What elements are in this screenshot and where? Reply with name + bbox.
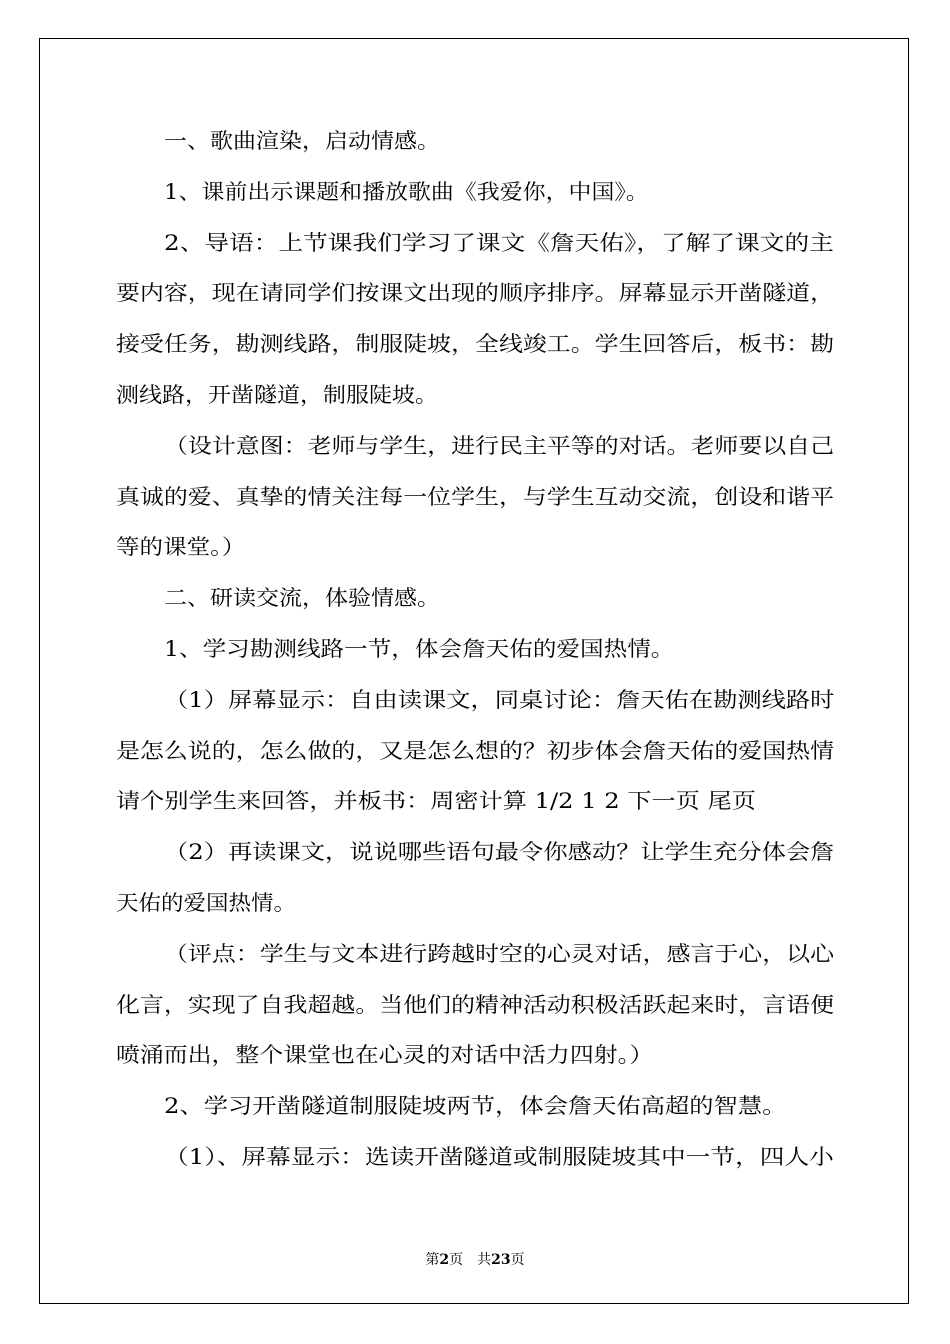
text-line: 真诚的爱、真挚的情关注每一位学生，与学生互动交流，创设和谐平 bbox=[116, 485, 835, 509]
footer-mid: 页 共 bbox=[449, 1252, 492, 1268]
total-page-count: 23 bbox=[491, 1252, 511, 1268]
text-line: 接受任务，勘测线路，制服陡坡，全线竣工。学生回答后，板书：勘 bbox=[116, 332, 835, 356]
text-line: （1）屏幕显示：自由读课文，同桌讨论：詹天佑在勘测线路时 bbox=[164, 688, 835, 712]
text-line: 2、导语：上节课我们学习了课文《詹天佑》，了解了课文的主 bbox=[164, 231, 834, 255]
text-line: 天佑的爱国热情。 bbox=[116, 891, 296, 915]
text-line: 1、学习勘测线路一节，体会詹天佑的爱国热情。 bbox=[164, 637, 675, 661]
text-line: 化言，实现了自我超越。当他们的精神活动积极活跃起来时，言语便 bbox=[116, 993, 835, 1017]
text-line: 是怎么说的，怎么做的，又是怎么想的？初步体会詹天佑的爱国热情 bbox=[116, 739, 835, 763]
footer-prefix: 第 bbox=[425, 1252, 440, 1268]
current-page-number: 2 bbox=[439, 1252, 450, 1268]
text-line: （评点：学生与文本进行跨越时空的心灵对话，感言于心，以心 bbox=[164, 942, 835, 966]
text-line: 一、歌曲渲染，启动情感。 bbox=[164, 129, 440, 153]
text-line: 二、研读交流，体验情感。 bbox=[164, 586, 440, 610]
text-line: 喷涌而出，整个课堂也在心灵的对话中活力四射。） bbox=[116, 1043, 654, 1067]
text-line: 测线路，开凿隧道，制服陡坡。 bbox=[116, 383, 438, 407]
text-line: （设计意图：老师与学生，进行民主平等的对话。老师要以自己 bbox=[164, 434, 835, 458]
text-line: 等的课堂。） bbox=[116, 535, 246, 559]
text-line: 要内容，现在请同学们按课文出现的顺序排序。屏幕显示开凿隧道， bbox=[116, 281, 835, 305]
footer-suffix: 页 bbox=[510, 1252, 525, 1268]
text-line: 1、课前出示课题和播放歌曲《我爱你，中国》。 bbox=[164, 180, 649, 204]
text-line: （2）再读课文，说说哪些语句最令你感动？让学生充分体会詹 bbox=[164, 840, 835, 864]
text-line: 请个别学生来回答，并板书：周密计算 1/2 1 2 下一页 尾页 bbox=[116, 789, 756, 813]
text-line: （1）、屏幕显示：选读开凿隧道或制服陡坡其中一节，四人小 bbox=[164, 1145, 834, 1169]
page-footer bbox=[0, 1249, 950, 1269]
text-line: 2、学习开凿隧道制服陡坡两节，体会詹天佑高超的智慧。 bbox=[164, 1094, 787, 1118]
